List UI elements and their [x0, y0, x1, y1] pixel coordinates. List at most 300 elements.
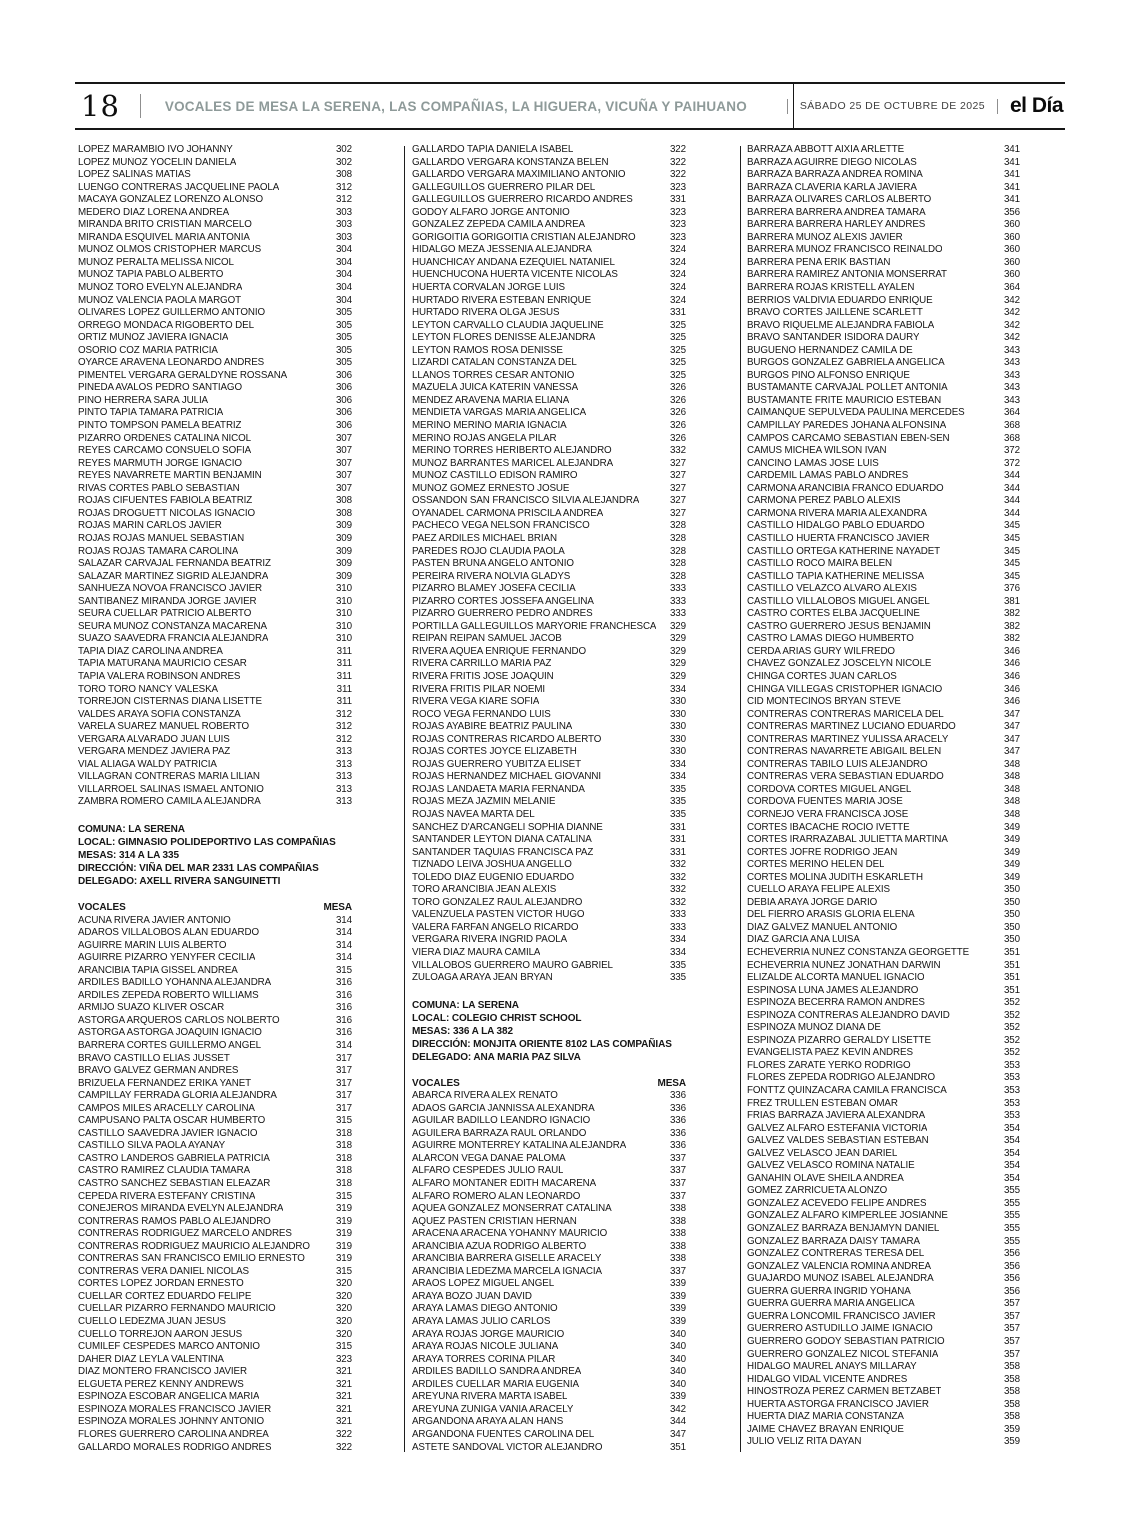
vocal-row — [747, 934, 1020, 947]
vocal-name: TORO GONZALEZ RAUL ALEJANDRO — [412, 896, 583, 908]
vocal-row — [412, 219, 686, 232]
vocal-row — [747, 734, 1020, 747]
mesa-number: 330 — [669, 708, 686, 720]
vocal-name: BARRERA PEÑA ERIK BASTIAN — [747, 256, 891, 268]
vocal-name: ORREGO MONDACA RIGOBERTO DEL — [78, 319, 254, 331]
mesa-number: 306 — [335, 420, 352, 432]
vocal-name: HUENCHUCONA HUERTA VICENTE NICOLAS — [412, 269, 618, 281]
vocal-name: TOLEDO DIAZ EUGENIO EDUARDO — [412, 871, 575, 883]
vocal-name: ROJAS NAVEA MARTA DEL — [412, 808, 535, 820]
mesa-number: 349 — [1003, 834, 1020, 846]
vocal-row — [747, 533, 1020, 546]
mesa-number: 329 — [669, 670, 686, 682]
info-line: MESAS: 314 A LA 335 — [78, 849, 179, 861]
vocal-name: ASTETE SANDOVAL VICTOR ALEJANDRO — [412, 1441, 603, 1453]
mesa-number: 353 — [1003, 1110, 1020, 1122]
mesa-number: 356 — [1003, 1273, 1020, 1285]
vocal-row — [412, 872, 686, 885]
mesa-number: 355 — [1003, 1223, 1020, 1235]
mesa-number: 357 — [1003, 1298, 1020, 1310]
vocal-row — [747, 1411, 1020, 1424]
vocal-row — [412, 1140, 686, 1153]
vocal-name: AGUIRRE MARIN LUIS ALBERTO — [78, 939, 227, 951]
vocal-row — [412, 1115, 686, 1128]
vocal-name: REYES MARMUTH JORGE IGNACIO — [78, 457, 242, 469]
vocal-row — [78, 721, 352, 734]
vocal-name: ADAROS VILLALOBOS ALAN EDUARDO — [78, 927, 260, 939]
mesa-number: 351 — [1003, 959, 1020, 971]
vocal-name: PAEZ ARDILES MICHAEL BRIAN — [412, 532, 557, 544]
vocal-row — [78, 1128, 352, 1141]
vocal-row — [747, 433, 1020, 446]
vocal-name: ARACENA ARACENA YOHANNY MAURICIO — [412, 1228, 608, 1240]
vocal-name: ARANCIBIA LEDEZMA MARCELA IGNACIA — [412, 1265, 602, 1277]
mesa-number: 310 — [335, 608, 352, 620]
vocal-row — [412, 1241, 686, 1254]
mesa-number: 311 — [336, 658, 352, 670]
vocal-row — [412, 395, 686, 408]
vocal-name: ESPINOZA MUÑOZ DIANA DE — [747, 1022, 881, 1034]
vocal-name: CASTRO LAMAS DIEGO HUMBERTO — [747, 633, 914, 645]
vocal-name: CONTRERAS VERA DANIEL NICOLAS — [78, 1265, 249, 1277]
vocal-name: LEYTON FLORES DENISSE ALEJANDRA — [412, 332, 596, 344]
vocal-row — [747, 1273, 1020, 1286]
mesa-number: 333 — [669, 921, 686, 933]
mesa-number: 348 — [1003, 783, 1020, 795]
vocal-row — [412, 1165, 686, 1178]
vocal-name: ARANCIBIA AZUA RODRIGO ALBERTO — [412, 1240, 587, 1252]
vocal-row — [78, 684, 352, 697]
vocal-row — [412, 884, 686, 897]
vocal-row — [747, 1110, 1020, 1123]
mesa-number: 343 — [1003, 369, 1020, 381]
vocal-name: BRAVO SANTANDER ISIDORA DAURY — [747, 332, 920, 344]
vocal-name: TORO TORO NANCY VALESKA — [78, 683, 218, 695]
vocal-row — [412, 934, 686, 947]
vocal-name: PINEDA AVALOS PEDRO SANTIAGO — [78, 382, 242, 394]
page-header — [75, 82, 1065, 130]
vocal-name: FLORES GUERRERO CAROLINA ANDREA — [78, 1428, 269, 1440]
vocal-name: PIMENTEL VERGARA GERALDYNE ROSSANA — [78, 369, 288, 381]
vocal-row — [747, 320, 1020, 333]
vocal-row — [78, 927, 352, 940]
mesa-number: 320 — [335, 1303, 352, 1315]
vocal-name: HUERTA CORVALAN JORGE LUIS — [412, 282, 565, 294]
mesa-number: 352 — [1003, 1047, 1020, 1059]
vocal-name: HINOSTROZA PEREZ CARMEN BETZABET — [747, 1386, 942, 1398]
vocal-row — [412, 144, 686, 157]
vocal-row — [78, 144, 352, 157]
polling-place-info — [78, 823, 352, 888]
vocal-row — [747, 633, 1020, 646]
vocal-row — [412, 734, 686, 747]
vocal-row — [78, 157, 352, 170]
mesa-number: 347 — [1003, 721, 1020, 733]
mesa-number: 306 — [335, 369, 352, 381]
vocal-name: ARANCIBIA BARRERA GISELLE ARACELY — [412, 1253, 602, 1265]
vocal-name: CUELLO TORREJON AARON JESUS — [78, 1328, 243, 1340]
vocal-row — [747, 884, 1020, 897]
mesa-number: 347 — [1003, 733, 1020, 745]
vocal-row — [747, 960, 1020, 973]
mesa-number: 335 — [669, 972, 686, 984]
mesa-number: 343 — [1003, 382, 1020, 394]
vocal-row — [412, 608, 686, 621]
vocal-name: CORDOVA FUENTES MARIA JOSE — [747, 796, 903, 808]
vocal-row — [747, 1361, 1020, 1374]
vocal-name: PACHECO VEGA NELSON FRANCISCO — [412, 520, 590, 532]
mesa-number: 326 — [669, 394, 686, 406]
vocal-row — [412, 721, 686, 734]
vocal-row — [747, 1298, 1020, 1311]
vocal-name: ELGUETA PEREZ KENNY ANDREWS — [78, 1378, 244, 1390]
mesa-number: 334 — [669, 934, 686, 946]
vocal-name: AQUEA GONZALEZ MONSERRAT CATALINA — [412, 1203, 612, 1215]
vocal-name: VALDES ARAYA SOFIA CONSTANZA — [78, 708, 241, 720]
vocal-row — [78, 357, 352, 370]
vocal-row — [747, 558, 1020, 571]
vocal-name: RIVERA FRITIS JOSE JOAQUIN — [412, 670, 554, 682]
mesa-number: 316 — [335, 989, 352, 1001]
vocal-row — [412, 1253, 686, 1266]
vocal-row — [78, 533, 352, 546]
mesa-number: 330 — [669, 721, 686, 733]
vocal-name: ARAYA ROJAS JORGE MAURICIO — [412, 1328, 565, 1340]
mesa-number: 342 — [1003, 332, 1020, 344]
mesa-number: 305 — [335, 319, 352, 331]
vocal-name: ADAOS GARCIA JANNISSA ALEXANDRA — [412, 1102, 595, 1114]
vocal-name: ARGANDOÑA ARAYA ALAN HANS — [412, 1416, 564, 1428]
mesa-number: 341 — [1003, 169, 1020, 181]
vocal-name: HUANCHICAY ANDANA EZEQUIEL NATANIEL — [412, 256, 615, 268]
vocal-row — [747, 1349, 1020, 1362]
vocal-name: SEURA CUELLAR PATRICIO ALBERTO — [78, 608, 252, 620]
mesa-number: 321 — [335, 1403, 352, 1415]
vocal-row — [78, 940, 352, 953]
vocal-name: LOPEZ MUÑOZ YOCELIN DANIELA — [78, 156, 237, 168]
vocal-name: GALVEZ ALFARO ESTEFANIA VICTORIA — [747, 1122, 928, 1134]
vocal-name: ZULOAGA ARAYA JEAN BRYAN — [412, 972, 553, 984]
vocal-row — [747, 1135, 1020, 1148]
vocal-name: CORTES MOLINA JUDITH ESKARLETH — [747, 871, 923, 883]
vocal-row — [747, 332, 1020, 345]
vocal-name: GORIGOITIA GORIGOITIA CRISTIAN ALEJANDRO — [412, 231, 636, 243]
mesa-number: 345 — [1003, 558, 1020, 570]
vocal-row — [412, 382, 686, 395]
vocal-name: CONTRERAS RODRIGUEZ MARCELO ANDRES — [78, 1228, 292, 1240]
vocal-row — [412, 470, 686, 483]
mesa-number: 325 — [669, 332, 686, 344]
vocal-row — [747, 796, 1020, 809]
mesa-number: 353 — [1003, 1097, 1020, 1109]
vocal-name: CHAVEZ GONZALEZ JOSCELYN NICOLE — [747, 658, 932, 670]
mesa-number: 349 — [1003, 846, 1020, 858]
mesa-number: 334 — [669, 947, 686, 958]
vocal-name: SALAZAR MARTINEZ SIGRID ALEJANDRA — [78, 570, 269, 582]
mesa-number: 334 — [669, 758, 686, 770]
mesa-number: 316 — [335, 1014, 352, 1026]
vocal-name: EVANGELISTA PAEZ KEVIN ANDRES — [747, 1047, 913, 1059]
mesa-number: 344 — [669, 1416, 686, 1428]
mesa-number: 307 — [335, 432, 352, 444]
mesa-number: 350 — [1003, 896, 1020, 908]
vocal-row — [78, 282, 352, 295]
vocal-name: CAMPILLAY FERRADA GLORIA ALEJANDRA — [78, 1090, 277, 1102]
vocal-row — [747, 407, 1020, 420]
vocales-mesa-header — [78, 902, 352, 915]
mesa-number: 313 — [335, 783, 352, 795]
mesa-number: 328 — [669, 558, 686, 570]
vocal-name: MUÑOZ PERALTA MELISSA NICOL — [78, 256, 234, 268]
vocal-row — [412, 1203, 686, 1216]
vocal-row — [747, 357, 1020, 370]
vocal-name: GALLEGUILLOS GUERRERO RICARDO ANDRES — [412, 194, 633, 206]
mesa-number: 349 — [1003, 821, 1020, 833]
mesa-number: 314 — [335, 914, 352, 926]
vocal-name: GALVEZ VELASCO JEAN DARIEL — [747, 1147, 898, 1159]
mesa-number: 342 — [669, 1403, 686, 1415]
vocal-name: MAZUELA JUICA KATERIN VANESSA — [412, 382, 579, 394]
vocal-name: CASTILLO ORTEGA KATHERINE NAYADET — [747, 545, 941, 557]
mesa-number: 376 — [1003, 583, 1020, 595]
vocal-name: DIAZ GALVEZ MANUEL ANTONIO — [747, 921, 898, 933]
mesa-number: 312 — [335, 708, 352, 720]
column-separator-1 — [404, 146, 405, 1452]
vocal-name: CONTRERAS TABILO LUIS ALEJANDRO — [747, 758, 928, 770]
mesa-number: 352 — [1003, 1034, 1020, 1046]
mesa-number: 326 — [669, 407, 686, 419]
vocal-name: PIZARRO GUERRERO PEDRO ANDRES — [412, 608, 593, 620]
vocal-row — [78, 633, 352, 646]
mesa-number: 304 — [335, 256, 352, 268]
vocal-row — [747, 859, 1020, 872]
mesa-number: 356 — [1003, 1285, 1020, 1297]
vocal-name: CUELLO LEDEZMA JUAN JESUS — [78, 1316, 226, 1328]
vocal-row — [412, 1291, 686, 1304]
vocal-name: ACUÑA RIVERA JAVIER ANTONIO — [78, 914, 231, 926]
mesa-number: 340 — [669, 1328, 686, 1340]
vocal-name: CAMPOS MILES ARACELLY CAROLINA — [78, 1102, 255, 1114]
vocal-row — [412, 922, 686, 935]
vocal-row — [78, 621, 352, 634]
vocal-row — [747, 1336, 1020, 1349]
mesa-number: 323 — [669, 219, 686, 231]
mesa-number: 342 — [1003, 294, 1020, 306]
vocal-name: DIAZ GARCIA ANA LUISA — [747, 934, 860, 946]
vocal-name: ARAYA ROJAS NICOLE JULIANA — [412, 1341, 559, 1353]
vocal-name: VILLALOBOS GUERRERO MAURO GABRIEL — [412, 959, 613, 971]
mesa-number: 354 — [1003, 1135, 1020, 1147]
mesa-number: 344 — [1003, 495, 1020, 507]
mesa-number: 327 — [669, 457, 686, 469]
vocal-name: GALLARDO TAPIA DANIELA ISABEL — [412, 144, 574, 155]
mesa-number: 339 — [669, 1290, 686, 1302]
mesa-number: 341 — [1003, 144, 1020, 155]
vocal-row — [412, 332, 686, 345]
mesa-number: 323 — [669, 231, 686, 243]
vocal-name: ROJAS HERNANDEZ MICHAEL GIOVANNI — [412, 771, 601, 783]
vocal-row — [78, 495, 352, 508]
vocal-name: PEREIRA RIVERA NOLVIA GLADYS — [412, 570, 571, 582]
vocal-name: ESPINOZA CONTRERAS ALEJANDRO DAVID — [747, 1009, 950, 1021]
vocal-row — [412, 1103, 686, 1116]
vocal-name: MUÑOZ TAPIA PABLO ALBERTO — [78, 269, 224, 281]
mesa-number: 327 — [669, 482, 686, 494]
vocal-row — [747, 157, 1020, 170]
vocal-row — [747, 382, 1020, 395]
mesa-number: 329 — [669, 633, 686, 645]
vocal-name: ABARCA RIVERA ALEX RENATO — [412, 1090, 558, 1102]
vocal-name: CASTRO GUERRERO JESUS BENJAMIN — [747, 620, 931, 632]
vocal-name: CASTILLO TAPIA KATHERINE MELISSA — [747, 570, 925, 582]
vocal-row — [78, 320, 352, 333]
mesa-number: 341 — [1003, 181, 1020, 193]
mesa-number: 308 — [335, 495, 352, 507]
mesa-number: 326 — [669, 382, 686, 394]
vocal-name: GUERRA GUERRA INGRID YOHANA — [747, 1285, 911, 1297]
vocal-row — [78, 445, 352, 458]
vocal-row — [78, 244, 352, 257]
mesa-number: 306 — [335, 382, 352, 394]
mesa-number: 309 — [335, 545, 352, 557]
mesa-number: 360 — [1003, 269, 1020, 281]
vocal-name: AREYUNA ZUÑIGA VANIA ARACELY — [412, 1403, 574, 1415]
vocal-row — [412, 633, 686, 646]
mesa-number: 331 — [669, 307, 686, 319]
mesa-number: 348 — [1003, 758, 1020, 770]
mesa-number: 360 — [1003, 244, 1020, 256]
mesa-number: 338 — [669, 1253, 686, 1265]
mesa-number: 345 — [1003, 545, 1020, 557]
vocal-row — [412, 1354, 686, 1367]
mesa-number: 316 — [335, 977, 352, 989]
vocal-row — [747, 1022, 1020, 1035]
vocal-name: ESPINOZA BECERRA RAMON ANDRES — [747, 997, 925, 1009]
mesa-number: 345 — [1003, 520, 1020, 532]
vocal-name: VALERA FARFAN ANGELO RICARDO — [412, 921, 579, 933]
vocal-name: CHINGA CORTES JUAN CARLOS — [747, 670, 897, 682]
vocal-name: ARDILES ZEPEDA ROBERTO WILLIAMS — [78, 989, 259, 1001]
mesa-number: 318 — [335, 1178, 352, 1190]
vocal-row — [78, 583, 352, 596]
vocal-row — [78, 520, 352, 533]
vocal-row — [747, 784, 1020, 797]
mesa-number: 327 — [669, 507, 686, 519]
vocal-name: HUERTA DIAZ MARIA CONSTANZA — [747, 1411, 904, 1423]
vocal-row — [78, 470, 352, 483]
vocal-name: PINTO TAPIA TAMARA PATRICIA — [78, 407, 224, 419]
vocal-name: VERGARA ALVARADO JUAN LUIS — [78, 733, 230, 745]
mesa-number: 328 — [669, 520, 686, 532]
vocal-name: CONTRERAS VERA SEBASTIAN EDUARDO — [747, 771, 944, 783]
mesa-number: 317 — [335, 1052, 352, 1064]
vocal-name: MENDIETA VARGAS MARIA ANGELICA — [412, 407, 587, 419]
vocal-row — [412, 483, 686, 496]
vocal-row — [78, 771, 352, 784]
vocal-row — [78, 1266, 352, 1279]
vocal-name: GALVEZ VELASCO ROMINA NATALIE — [747, 1160, 915, 1172]
mesa-number: 330 — [669, 746, 686, 758]
vocal-name: ROJAS DROGUETT NICOLAS IGNACIO — [78, 507, 255, 519]
polling-place-info — [412, 999, 686, 1064]
mesa-number: 336 — [669, 1090, 686, 1102]
vocal-name: VARELA SUAREZ MANUEL ROBERTO — [78, 721, 250, 733]
vocal-name: BURGOS GONZALEZ GABRIELA ANGELICA — [747, 357, 945, 369]
mesa-number: 311 — [336, 645, 352, 657]
mesa-number: 331 — [669, 821, 686, 833]
mesa-number: 318 — [335, 1152, 352, 1164]
mesa-number: 346 — [1003, 645, 1020, 657]
vocal-row — [412, 1128, 686, 1141]
vocal-name: CORTES MERIÑO HELEN DEL — [747, 859, 885, 871]
mesa-number: 354 — [1003, 1122, 1020, 1134]
mesa-number: 320 — [335, 1278, 352, 1290]
vocal-name: AQUEZ PASTEN CRISTIAN HERNAN — [412, 1215, 577, 1227]
vocal-name: BARRERA MUÑOZ FRANCISCO REINALDO — [747, 244, 943, 256]
mesa-number: 354 — [1003, 1172, 1020, 1184]
mesa-number: 325 — [669, 357, 686, 369]
mesa-number: 338 — [669, 1215, 686, 1227]
mesa-number: 316 — [335, 1027, 352, 1039]
info-line: DIRECCIÓN: MONJITA ORIENTE 8102 LAS COMPAÑIAS — [412, 1038, 672, 1050]
vocal-row — [747, 144, 1020, 157]
vocal-name: ARDILES CUELLAR MARIA EUGENIA — [412, 1378, 579, 1390]
mesa-number: 322 — [669, 169, 686, 181]
mesa-number: 304 — [335, 294, 352, 306]
vocal-name: CID MONTECINOS BRYAN STEVE — [747, 696, 901, 708]
vocal-name: PIZARRO CORTES JOSSEFA ANGELINA — [412, 595, 594, 607]
mesa-number: 339 — [669, 1303, 686, 1315]
vocal-name: JAIME CHAVEZ BRAYAN ENRIQUE — [747, 1423, 904, 1435]
vocal-name: SUAZO SAAVEDRA FRANCIA ALEJANDRA — [78, 633, 269, 645]
vocal-row — [747, 909, 1020, 922]
mesa-number: 335 — [669, 783, 686, 795]
vocal-name: GUERRA GUERRA MARIA ANGELICA — [747, 1298, 915, 1310]
mesa-number: 324 — [669, 256, 686, 268]
mesa-number: 347 — [1003, 708, 1020, 720]
vocal-name: HURTADO RIVERA OLGA JESUS — [412, 307, 560, 319]
mesa-number: 350 — [1003, 921, 1020, 933]
mesa-number: 317 — [335, 1077, 352, 1089]
mesa-number: 314 — [335, 952, 352, 964]
vocal-row — [78, 1027, 352, 1040]
vocal-row — [412, 646, 686, 659]
mesa-number: 324 — [669, 282, 686, 294]
vocal-row — [412, 508, 686, 521]
vocal-row — [78, 1316, 352, 1329]
vocal-name: GUERRERO ASTUDILLO JAIME IGNACIO — [747, 1323, 933, 1335]
vocal-name: ORTIZ MUÑOZ JAVIERA IGNACIA — [78, 332, 229, 344]
vocal-name: DEL FIERRO ARASIS GLORIA ELENA — [747, 909, 915, 921]
vocal-name: ECHEVERRIA NUÑEZ JONATHAN DARWIN — [747, 959, 941, 971]
vocal-row — [78, 608, 352, 621]
vocal-row — [747, 1173, 1020, 1186]
vocal-row — [78, 483, 352, 496]
mesa-number: 332 — [669, 884, 686, 896]
vocal-row — [747, 370, 1020, 383]
mesa-number: 325 — [669, 369, 686, 381]
vocal-name: ARAYA BOZO JUAN DAVID — [412, 1290, 532, 1302]
mesa-number: 319 — [335, 1240, 352, 1252]
vocal-row — [78, 420, 352, 433]
vocales-column-1 — [78, 144, 352, 1454]
vocal-row — [78, 796, 352, 809]
vocal-name: MERIÑO TORRES HERIBERTO ALEJANDRO — [412, 445, 612, 457]
vocal-row — [412, 520, 686, 533]
vocal-name: ROJAS LANDAETA MARIA FERNANDA — [412, 783, 585, 795]
vocal-row — [412, 370, 686, 383]
vocal-name: AGUILAR BADILLO LEANDRO IGNACIO — [412, 1115, 591, 1127]
